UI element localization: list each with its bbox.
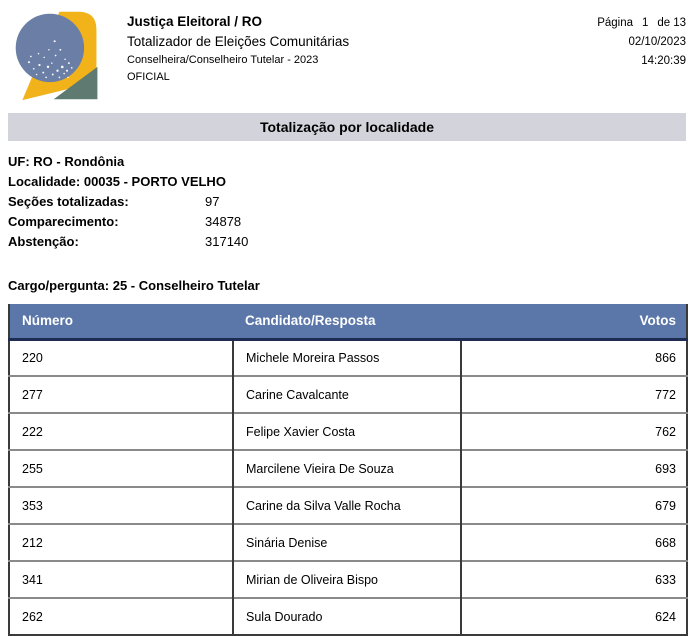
report-title: Totalizador de Eleições Comunitárias bbox=[127, 34, 350, 49]
table-row bbox=[9, 487, 687, 524]
candidate-number: 341 bbox=[9, 561, 233, 598]
header-title-block bbox=[127, 6, 597, 86]
candidate-votes: 762 bbox=[461, 413, 687, 450]
candidate-name: Carine da Silva Valle Rocha bbox=[233, 487, 461, 524]
summary-label: Seções totalizadas: bbox=[8, 194, 129, 209]
candidate-name: Marcilene Vieira De Souza bbox=[233, 450, 461, 487]
candidate-votes: 866 bbox=[461, 339, 687, 376]
org-title: Justiça Eleitoral / RO bbox=[127, 14, 263, 29]
report-date: 02/10/2023 bbox=[628, 36, 686, 48]
page-meta bbox=[597, 6, 686, 71]
summary-value: 317140 bbox=[205, 234, 249, 249]
candidate-number: 222 bbox=[9, 413, 233, 450]
table-row bbox=[9, 450, 687, 487]
table-row bbox=[9, 376, 687, 413]
candidate-number: 353 bbox=[9, 487, 233, 524]
summary-row bbox=[8, 192, 686, 212]
page-total: 13 bbox=[673, 17, 686, 29]
report-header bbox=[0, 0, 699, 107]
votes-table bbox=[8, 304, 688, 636]
summary-label: Abstenção: bbox=[8, 234, 79, 249]
candidate-number: 262 bbox=[9, 598, 233, 635]
report-status: OFICIAL bbox=[127, 71, 170, 83]
page-of-label: de bbox=[657, 17, 671, 29]
page-number: 1 bbox=[642, 17, 649, 29]
summary-value: 97 bbox=[205, 194, 220, 209]
summary-block bbox=[8, 152, 686, 252]
report-subtitle: Conselheira/Conselheiro Tutelar - 2023 bbox=[127, 54, 319, 66]
cargo-line: Cargo/pergunta: 25 - Conselheiro Tutelar bbox=[8, 278, 260, 293]
candidate-votes: 679 bbox=[461, 487, 687, 524]
uf-line: UF: RO - Rondônia bbox=[8, 154, 125, 169]
summary-row bbox=[8, 212, 686, 232]
candidate-name: Felipe Xavier Costa bbox=[233, 413, 461, 450]
candidate-name: Mirian de Oliveira Bispo bbox=[233, 561, 461, 598]
candidate-number: 255 bbox=[9, 450, 233, 487]
candidate-votes: 624 bbox=[461, 598, 687, 635]
summary-value: 34878 bbox=[205, 214, 242, 229]
col-header-candidato: Candidato/Resposta bbox=[233, 304, 461, 339]
candidate-number: 220 bbox=[9, 339, 233, 376]
page-indicator bbox=[597, 14, 686, 33]
section-title: Totalização por localidade bbox=[8, 113, 686, 141]
candidate-votes: 693 bbox=[461, 450, 687, 487]
table-row bbox=[9, 561, 687, 598]
summary-row bbox=[8, 232, 686, 252]
report-time: 14:20:39 bbox=[641, 55, 686, 67]
page-label: Página bbox=[597, 17, 633, 29]
summary-label: Comparecimento: bbox=[8, 214, 119, 229]
col-header-numero: Número bbox=[9, 304, 233, 339]
candidate-name: Sinária Denise bbox=[233, 524, 461, 561]
candidate-name: Sula Dourado bbox=[233, 598, 461, 635]
table-header-row bbox=[9, 304, 687, 339]
justica-eleitoral-logo bbox=[10, 6, 105, 105]
candidate-name: Carine Cavalcante bbox=[233, 376, 461, 413]
candidate-votes: 633 bbox=[461, 561, 687, 598]
table-row bbox=[9, 339, 687, 376]
col-header-votos: Votos bbox=[461, 304, 687, 339]
table-row bbox=[9, 413, 687, 450]
localidade-line: Localidade: 00035 - PORTO VELHO bbox=[8, 174, 226, 189]
table-row bbox=[9, 524, 687, 561]
candidate-name: Michele Moreira Passos bbox=[233, 339, 461, 376]
table-row bbox=[9, 598, 687, 635]
candidate-votes: 668 bbox=[461, 524, 687, 561]
summary-rows bbox=[8, 192, 686, 252]
candidate-number: 277 bbox=[9, 376, 233, 413]
candidate-votes: 772 bbox=[461, 376, 687, 413]
candidate-number: 212 bbox=[9, 524, 233, 561]
